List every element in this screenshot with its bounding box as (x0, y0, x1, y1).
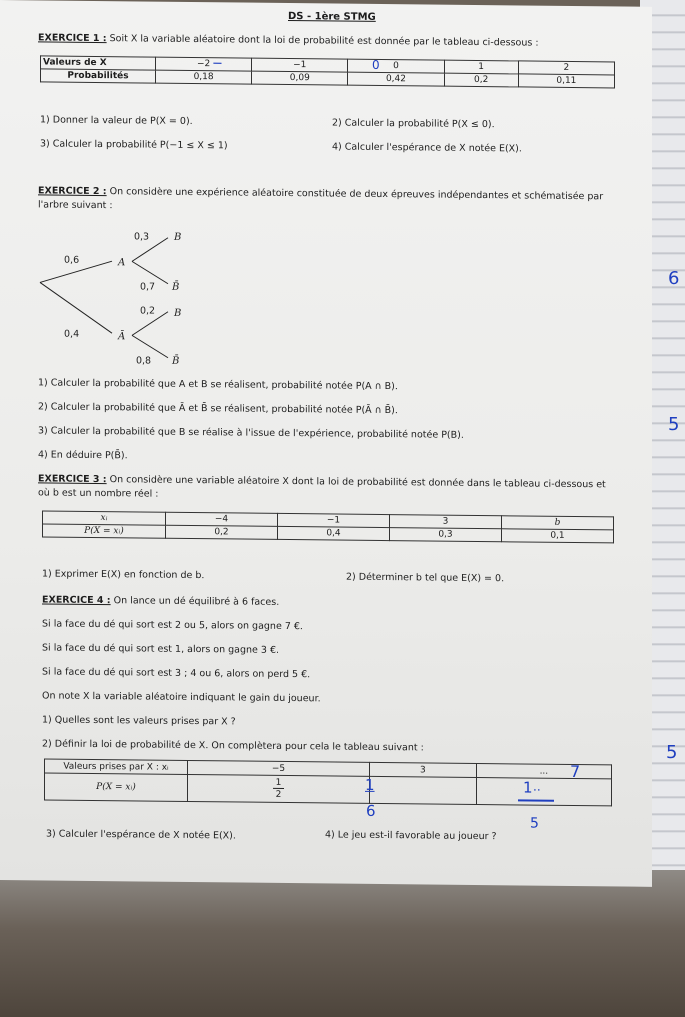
node-B-2: B (174, 307, 182, 319)
prob-B-given-A: 0,3 (134, 231, 150, 243)
ex1-q2: 2) Calculer la probabilité P(X ≤ 0). (332, 117, 495, 131)
ex3-row-label: xᵢ (43, 511, 166, 525)
ex4-row-label: P(X = xᵢ) (45, 773, 188, 801)
ex4-heading (42, 594, 279, 608)
prob-B-given-Abar: 0,2 (140, 305, 156, 317)
ex2-intro-line2: l'arbre suivant : (38, 199, 113, 212)
ex3-q1: 1) Exprimer E(X) en fonction de b. (42, 568, 205, 582)
handwritten-fraction-bar (518, 799, 554, 801)
ex1-prob-cell: 0,2 (444, 73, 518, 87)
prob-Abar-label: 0,4 (64, 328, 80, 340)
handwritten-dash: − (212, 56, 223, 72)
ex3-prob-cell: 0,2 (166, 525, 278, 539)
node-Bbar-2: B̄ (172, 355, 180, 367)
ex1-q4: 4) Calculer l'espérance de X notée E(X). (332, 141, 522, 155)
ex3-value-cell: b (502, 516, 614, 530)
ex4-value-cell: −5 (188, 760, 370, 776)
ex2-q4: 4) En déduire P(B̄). (38, 449, 128, 462)
ex3-row-label: P(X = xᵢ) (43, 524, 166, 538)
ex4-line3: Si la face du dé qui sort est 3 ; 4 ou 6, alors on perd 5 €. (42, 666, 311, 681)
ex2-q3: 3) Calculer la probabilité que B se réalise à l'issue de l'expérience, probabilité notée P(B). (38, 425, 464, 441)
prob-Bbar-given-Abar: 0,8 (136, 355, 152, 367)
ex4-q3: 3) Calculer l'espérance de X notée E(X). (46, 828, 236, 842)
node-A: A (118, 257, 126, 269)
ex1-value-cell: −1 (252, 58, 348, 72)
branch-Abar-Bbar (132, 335, 168, 357)
ex2-q2: 2) Calculer la probabilité que Ā et B̄ se réalisent, probabilité notée P(Ā ∩ B̄). (38, 401, 398, 417)
ex1-row-label: Probabilités (41, 69, 156, 83)
ex4-row-label: Valeurs prises par X : xᵢ (45, 759, 188, 774)
ex3-value-cell: −4 (166, 512, 278, 526)
ex1-value-cell: −2 (156, 57, 252, 71)
ex4-line1: Si la face du dé qui sort est 2 ou 5, alors on gagne 7 €. (42, 618, 303, 633)
ex4-q2: 2) Définir la loi de probabilité de X. On complètera pour cela le tableau suivant : (42, 738, 424, 754)
ex1-row-label: Valeurs de X (41, 56, 156, 70)
ex2-title: EXERCICE 2 : (38, 185, 107, 198)
ex2-intro: On considère une expérience aléatoire constituée de deux épreuves indépendantes et schématisée par (109, 186, 604, 203)
prob-A-label: 0,6 (64, 254, 80, 266)
ex4-prob-fraction (188, 774, 370, 803)
fraction-denominator: 2 (275, 789, 282, 800)
ex1-prob-cell: 0,18 (156, 70, 252, 84)
handwritten-seven: 7 (570, 761, 581, 782)
handwritten-one: 1 (365, 775, 375, 794)
ex1-prob-cell: 0,09 (252, 71, 348, 85)
ex1-q1: 1) Donner la valeur de P(X = 0). (40, 114, 193, 128)
ex2-q1: 1) Calculer la probabilité que A et B se réalisent, probabilité notée P(A ∩ B). (38, 377, 398, 393)
margin-mark-5-bottom: 5 (666, 742, 678, 763)
ex1-table (40, 55, 615, 88)
ex3-prob-cell: 0,3 (390, 528, 502, 542)
ex4-intro: On lance un dé équilibré à 6 faces. (113, 595, 280, 608)
ex4-prob-cell (369, 776, 476, 804)
ex1-value-cell: 1 (444, 60, 518, 74)
ex3-q2: 2) Déterminer b tel que E(X) = 0. (346, 571, 505, 585)
handwritten-six: 6 (366, 801, 376, 820)
ex3-prob-cell: 0,4 (278, 526, 390, 540)
handwritten-five: 5 (530, 815, 539, 832)
handwritten-dots: .. (533, 779, 541, 794)
handwritten-zero: 0 (372, 57, 380, 72)
node-Abar: Ā (118, 331, 126, 343)
ex4-value-cell: 3 (369, 762, 476, 777)
prob-Bbar-given-A: 0,7 (140, 281, 156, 293)
ex4-q4: 4) Le jeu est-il favorable au joueur ? (325, 829, 497, 843)
ex3-title: EXERCICE 3 : (38, 473, 107, 486)
ex1-title: EXERCICE 1 : (38, 32, 107, 45)
ex3-value-cell: −1 (278, 513, 390, 527)
margin-mark-6: 6 (668, 268, 680, 289)
background-floor (0, 870, 685, 1017)
ex4-title: EXERCICE 4 : (42, 594, 111, 607)
ex3-intro: On considère une variable aléatoire X dont la loi de probabilité est donnée dans le tableau ci-dessous et (109, 474, 606, 491)
page-title: DS - 1ère STMG (288, 11, 376, 23)
ex3-prob-cell: 0,1 (502, 529, 614, 543)
ex2-heading (38, 185, 603, 203)
ex1-prob-cell: 0,11 (518, 74, 614, 88)
ex1-q3: 3) Calculer la probabilité P(−1 ≤ X ≤ 1) (40, 138, 228, 152)
ex4-q1: 1) Quelles sont les valeurs prises par X ? (42, 714, 236, 728)
ex3-intro-line2: où b est un nombre réel : (38, 487, 159, 500)
ex4-line4: On note X la variable aléatoire indiquant le gain du joueur. (42, 690, 321, 705)
branch-Abar (40, 282, 112, 333)
ex3-value-cell: 3 (390, 515, 502, 529)
ex1-heading (38, 32, 539, 49)
handwritten-one-second: 1 (523, 778, 533, 797)
probability-tree (36, 222, 216, 369)
ex1-value-cell: 2 (518, 61, 614, 75)
node-Bbar-1: B̄ (172, 281, 180, 293)
ex4-line2: Si la face du dé qui sort est 1, alors on gagne 3 €. (42, 642, 280, 656)
ex1-prob-cell: 0,42 (348, 72, 444, 86)
node-B-1: B (174, 231, 182, 243)
fraction-numerator: 1 (273, 778, 285, 789)
ex3-table (42, 510, 614, 543)
ex1-intro: Soit X la variable aléatoire dont la loi de probabilité est donnée par le tableau ci-dessous : (109, 33, 539, 49)
branch-A-Bbar (132, 261, 168, 283)
ex1-value-cell: 0 (348, 59, 444, 73)
margin-mark-5: 5 (668, 414, 680, 435)
ex4-value-cell: ... (476, 763, 611, 778)
